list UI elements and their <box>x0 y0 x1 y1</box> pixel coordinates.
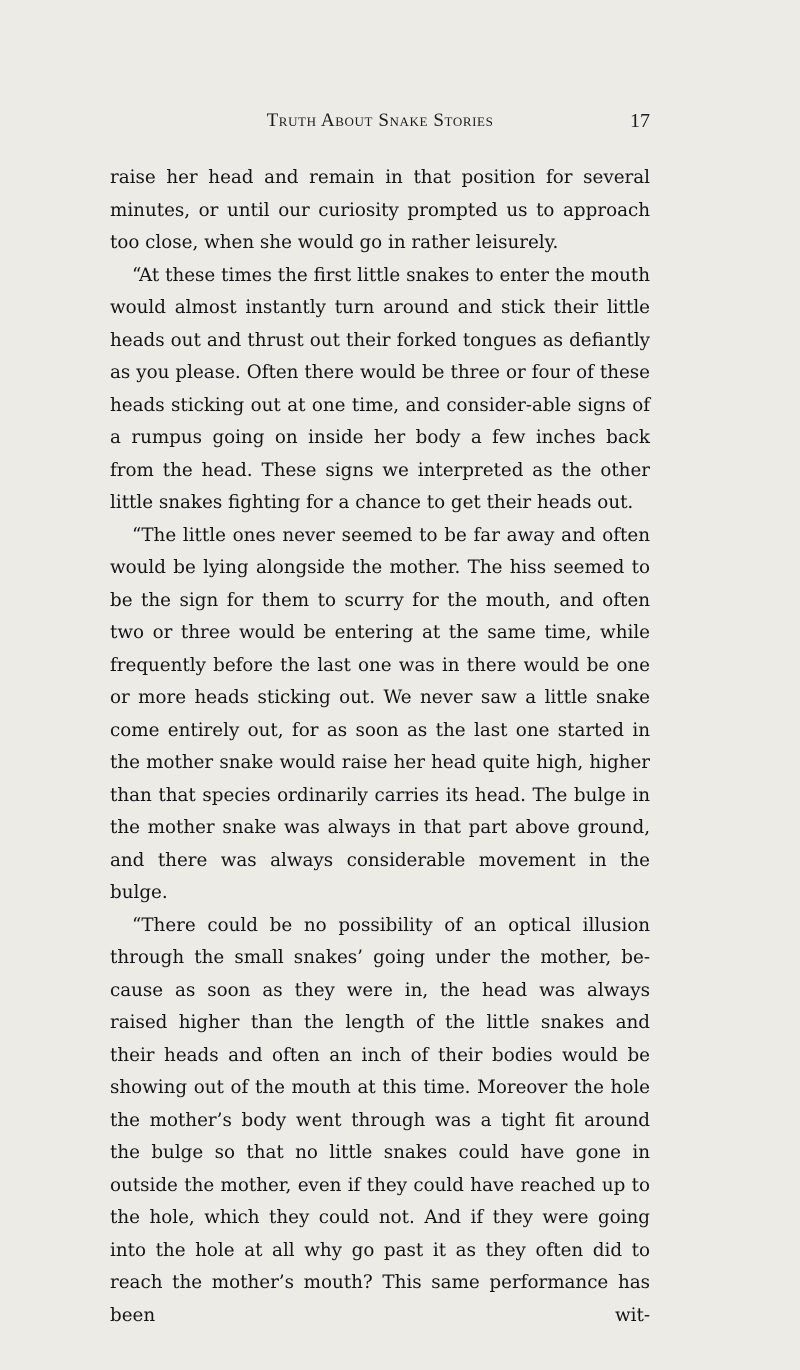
body-text <box>110 162 650 1332</box>
paragraph-3: “The little ones never seemed to be far away and often would be lying alongside the mother. The hiss seemed to be the sign for them to scurry for the mouth, and often two or three would be entering at the same time, while frequently before the last one was in there would be one or more heads sticking out. We never saw a little snake come entirely out, for as soon as the last one started in the mother snake would raise her head quite high, higher than that species ordinarily carries its head. The bulge in the mother snake was always in that part above ground, and there was always considerable movement in the bulge. <box>110 524 650 903</box>
running-head <box>110 110 650 140</box>
paragraph-2: “At these times the first little snakes to enter the mouth would almost instantly turn around and stick their little heads out and thrust out their forked tongues as defiantly as you please. Often there would be three or four of these heads sticking out at one time, and consider-able signs of a rumpus going on inside her body a few inches back from the head. These signs we interpreted as the other little snakes fighting for a chance to get their heads out. <box>110 264 650 513</box>
page-number: 17 <box>630 110 650 132</box>
paragraph-4: “There could be no possibility of an optical illusion through the small snakes’ going under the mother, be-cause as soon as they were in, the head was always raised higher than the length of the little snakes and their heads and often an inch of their bodies would be showing out of the mouth at this time. Moreover the hole the mother’s body went through was a tight fit around the bulge so that no little snakes could have gone in outside the mother, even if they could have reached up to the hole, which they could not. And if they were going into the hole at all why go past it as they often did to reach the mother’s mouth? This same performance has been wit- <box>110 914 650 1326</box>
paragraph-1: raise her head and remain in that position for several minutes, or until our curiosity prompted us to approach too close, when she would go in rather leisurely. <box>110 167 650 253</box>
running-title: Truth About Snake Stories <box>266 110 494 131</box>
